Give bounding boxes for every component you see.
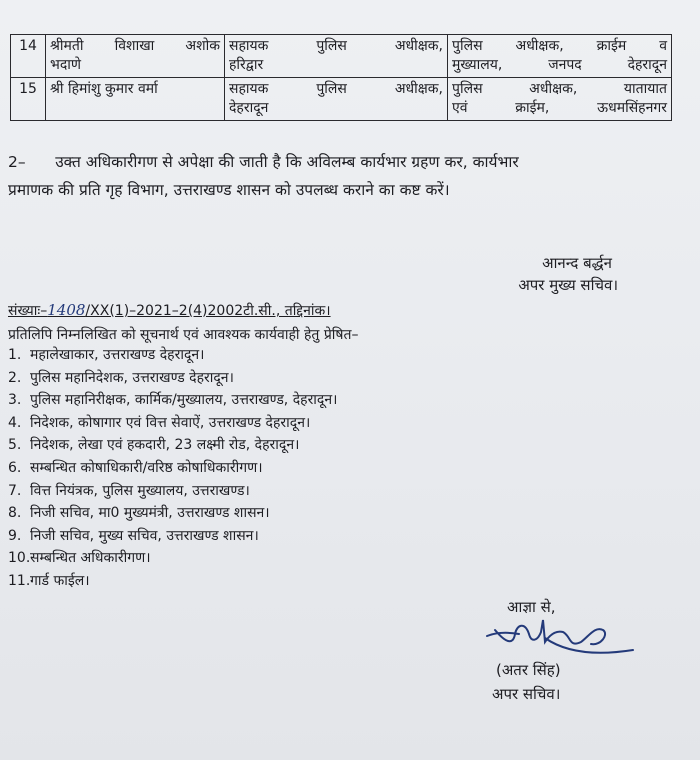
signatory-2-designation: अपर सचिव। [492, 685, 561, 703]
list-item: 1. महालेखाकार, उत्तराखण्ड देहरादून। [8, 347, 205, 363]
current-post-cell: सहायक पुलिस अधीक्षक, देहरादून [225, 78, 448, 121]
new-post-cell: पुलिस अधीक्षक, यातायात एवं क्राईम, ऊधमसिंहनगर [448, 78, 672, 121]
signatory-2-name: (अतर सिंह) [496, 661, 561, 679]
list-item: 11.गार्ड फाईल। [8, 572, 90, 589]
officer-name-cell: श्रीमती विशाखा अशोक भदाणे [46, 35, 225, 78]
list-item: 2. पुलिस महानिदेशक, उत्तराखण्ड देहरादून। [8, 369, 234, 386]
list-item: 10.सम्बन्धित अधिकारीगण। [8, 550, 151, 567]
reference-number: संख्याः–1408/XX(1)–2021–2(4)2002टी.सी., तद्दिनांक। [8, 301, 331, 319]
list-item: 6. सम्बन्धित कोषाधिकारी/वरिष्ठ कोषाधिकारीगण। [8, 459, 263, 476]
paragraph-number: 2– [8, 153, 26, 171]
list-item: 5. निदेशक, लेखा एवं हकदारी, 23 लक्ष्मी रोड, देहरादून। [8, 437, 300, 454]
signatory-name: आनन्द बर्द्धन [542, 254, 612, 272]
signatory-block [518, 252, 618, 296]
copy-intro: प्रतिलिपि निम्नलिखित को सूचनार्थ एवं आवश्यक कार्यवाही हेतु प्रेषित– [8, 327, 359, 343]
order-text: आज्ञा से, [507, 598, 556, 616]
list-item: 9. निजी सचिव, मुख्य सचिव, उत्तराखण्ड शासन। [8, 527, 259, 544]
list-item: 7. वित्त नियंत्रक, पुलिस मुख्यालय, उत्तराखण्ड। [8, 482, 250, 499]
serial-number: 14 [11, 35, 46, 78]
table-row [11, 35, 672, 78]
list-item: 4. निदेशक, कोषागार एवं वित्त सेवाऐं, उत्तराखण्ड देहरादून। [8, 414, 311, 431]
handwritten-number: 1408 [47, 301, 86, 319]
serial-number: 15 [11, 78, 46, 121]
officer-name-cell: श्री हिमांशु कुमार वर्मा [46, 78, 225, 121]
transfer-table [10, 34, 672, 121]
handwritten-signature [485, 612, 635, 658]
copy-list [8, 344, 337, 593]
list-item: 3. पुलिस महानिरीक्षक, कार्मिक/मुख्यालय, उत्तराखण्ड, देहरादून। [8, 392, 338, 409]
instruction-paragraph: 2– उक्त अधिकारीगण से अपेक्षा की जाती है कि अविलम्ब कार्यभार ग्रहण कर, कार्यभार प्रमाणक की प्रति गृह विभाग, उत्तराखण्ड शासन को उपलब्ध कराने का कष्ट करें। [8, 153, 519, 199]
new-post-cell: पुलिस अधीक्षक, क्राईम व मुख्यालय, जनपद देहरादून [448, 35, 672, 78]
signatory-designation: अपर मुख्य सचिव। [518, 276, 618, 294]
table-row [11, 78, 672, 121]
list-item: 8. निजी सचिव, मा0 मुख्यमंत्री, उत्तराखण्ड शासन। [8, 505, 270, 522]
current-post-cell: सहायक पुलिस अधीक्षक, हरिद्वार [225, 35, 448, 78]
